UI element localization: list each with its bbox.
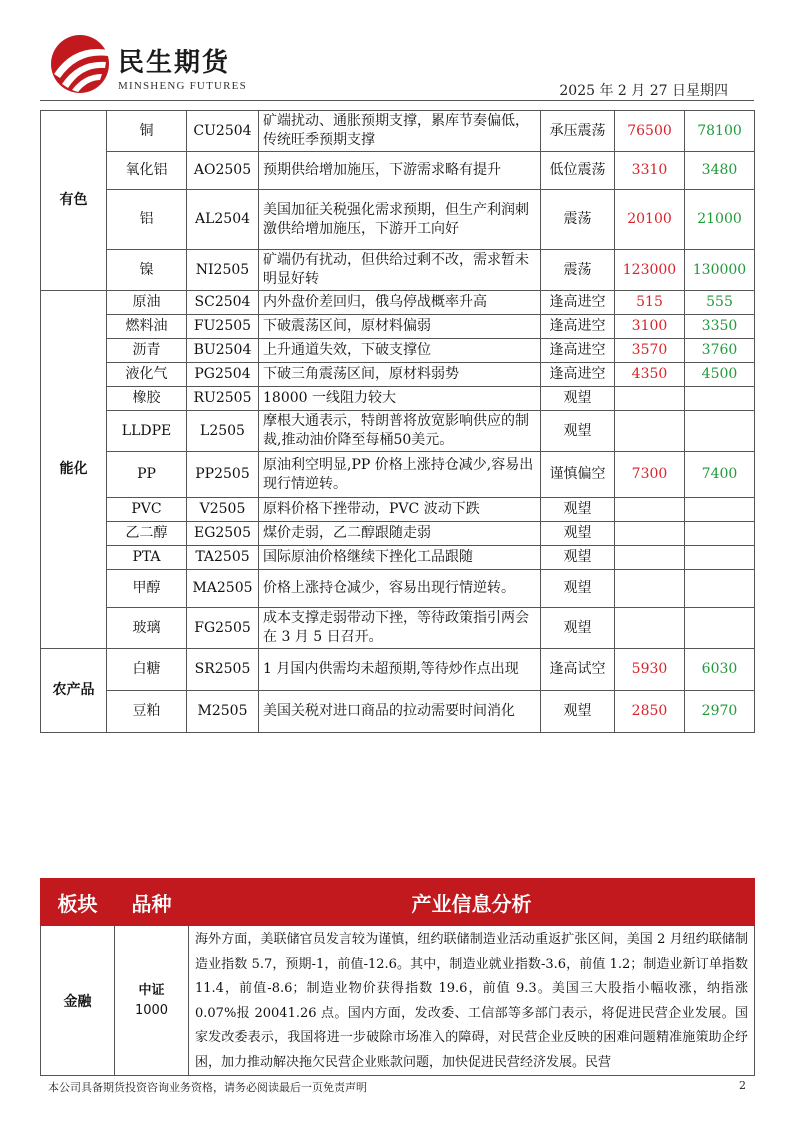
support-level: 4350 (615, 363, 685, 387)
table-row (41, 608, 755, 649)
variety-name: 豆粕 (107, 691, 187, 733)
resistance-level (685, 411, 755, 452)
support-level: 3310 (615, 152, 685, 190)
support-level (615, 411, 685, 452)
table-row (41, 570, 755, 608)
logic-description: 成本支撑走弱带动下挫，等待政策指引两会在 3 月 5 日召开。 (259, 608, 541, 649)
contract-code: NI2505 (187, 250, 259, 291)
contract-code: FG2505 (187, 608, 259, 649)
strategy-view: 震荡 (541, 250, 615, 291)
resistance-level: 7400 (685, 452, 755, 498)
strategy-view: 谨慎偏空 (541, 452, 615, 498)
resistance-level: 4500 (685, 363, 755, 387)
variety-name: PP (107, 452, 187, 498)
resistance-level: 3350 (685, 315, 755, 339)
table-row (41, 363, 755, 387)
variety-name: LLDPE (107, 411, 187, 452)
resistance-level: 130000 (685, 250, 755, 291)
logic-description: 原油利空明显,PP 价格上涨持仓减少,容易出现行情逆转。 (259, 452, 541, 498)
logic-description: 18000 一线阻力较大 (259, 387, 541, 411)
table-row (41, 452, 755, 498)
header-rule (40, 100, 754, 101)
contract-code: TA2505 (187, 546, 259, 570)
logic-description: 上升通道失效，下破支撑位 (259, 339, 541, 363)
logic-description: 内外盘价差回归，俄乌停战概率升高 (259, 291, 541, 315)
variety-name: 橡胶 (107, 387, 187, 411)
contract-code: PG2504 (187, 363, 259, 387)
brand-name-en: MINSHENG FUTURES (118, 80, 247, 92)
strategy-view: 观望 (541, 498, 615, 522)
table-row (41, 522, 755, 546)
support-level: 7300 (615, 452, 685, 498)
resistance-level: 2970 (685, 691, 755, 733)
logic-description: 下破震荡区间，原材料偏弱 (259, 315, 541, 339)
table-row (41, 649, 755, 691)
contract-code: SC2504 (187, 291, 259, 315)
support-level (615, 498, 685, 522)
strategy-view: 承压震荡 (541, 111, 615, 152)
logic-description: 美国关税对进口商品的拉动需要时间消化 (259, 691, 541, 733)
strategy-view: 逢高试空 (541, 649, 615, 691)
contract-code: FU2505 (187, 315, 259, 339)
strategy-view: 观望 (541, 387, 615, 411)
contract-code: BU2504 (187, 339, 259, 363)
brand-name-cn: 民生期货 (118, 48, 231, 78)
resistance-level: 555 (685, 291, 755, 315)
contract-code: EG2505 (187, 522, 259, 546)
variety-name: 氧化铝 (107, 152, 187, 190)
variety-name: 燃料油 (107, 315, 187, 339)
page-header (0, 0, 794, 110)
variety-line1: 中证 (138, 982, 165, 998)
contract-code: M2505 (187, 691, 259, 733)
analysis-header-row (41, 879, 755, 926)
variety-name: 原油 (107, 291, 187, 315)
header-analysis: 产业信息分析 (189, 879, 755, 926)
support-level (615, 608, 685, 649)
resistance-level: 78100 (685, 111, 755, 152)
logic-description: 预期供给增加施压，下游需求略有提升 (259, 152, 541, 190)
logic-description: 煤价走弱，乙二醇跟随走弱 (259, 522, 541, 546)
disclaimer: 本公司具备期货投资咨询业务资格，请务必阅读最后一页免责声明 (48, 1081, 367, 1094)
variety-name: 液化气 (107, 363, 187, 387)
header-variety: 品种 (115, 879, 189, 926)
strategy-view: 逢高进空 (541, 291, 615, 315)
contract-code: PP2505 (187, 452, 259, 498)
logic-description: 摩根大通表示，特朗普将放宽影响供应的制裁,推动油价降至每桶50美元。 (259, 411, 541, 452)
support-level: 20100 (615, 190, 685, 250)
support-level (615, 546, 685, 570)
resistance-level: 3480 (685, 152, 755, 190)
logic-description: 国际原油价格继续下挫化工品跟随 (259, 546, 541, 570)
variety-name: 铝 (107, 190, 187, 250)
resistance-level (685, 570, 755, 608)
table-row (41, 411, 755, 452)
table-row (41, 315, 755, 339)
page-number: 2 (739, 1079, 746, 1092)
strategy-view: 观望 (541, 570, 615, 608)
sector-cell: 能化 (41, 291, 107, 649)
minsheng-logo-icon (48, 34, 112, 94)
variety-name: 镍 (107, 250, 187, 291)
contract-code: V2505 (187, 498, 259, 522)
contract-code: MA2505 (187, 570, 259, 608)
contract-code: L2505 (187, 411, 259, 452)
support-level (615, 522, 685, 546)
strategy-view: 震荡 (541, 190, 615, 250)
variety-name: 白糖 (107, 649, 187, 691)
strategy-view: 观望 (541, 546, 615, 570)
resistance-level (685, 498, 755, 522)
strategy-view: 观望 (541, 411, 615, 452)
logic-description: 美国加征关税强化需求预期，但生产利润刺激供给增加施压，下游开工向好 (259, 190, 541, 250)
table-row (41, 190, 755, 250)
table-row (41, 546, 755, 570)
variety-name: 玻璃 (107, 608, 187, 649)
resistance-level (685, 608, 755, 649)
logic-description: 价格上涨持仓减少，容易出现行情逆转。 (259, 570, 541, 608)
variety-name: 甲醇 (107, 570, 187, 608)
support-level: 3100 (615, 315, 685, 339)
support-level: 76500 (615, 111, 685, 152)
table-row (41, 250, 755, 291)
footer-rule (40, 1075, 754, 1076)
contract-code: AL2504 (187, 190, 259, 250)
support-level (615, 387, 685, 411)
contract-code: AO2505 (187, 152, 259, 190)
support-level: 5930 (615, 649, 685, 691)
variety-name: PVC (107, 498, 187, 522)
strategy-view: 逢高进空 (541, 339, 615, 363)
strategy-view: 低位震荡 (541, 152, 615, 190)
contract-code: RU2505 (187, 387, 259, 411)
resistance-level: 21000 (685, 190, 755, 250)
support-level: 515 (615, 291, 685, 315)
logic-description: 原料价格下挫带动，PVC 波动下跌 (259, 498, 541, 522)
strategy-view: 观望 (541, 608, 615, 649)
table-row (41, 291, 755, 315)
header-sector: 板块 (41, 879, 115, 926)
industry-analysis-table (40, 878, 755, 1076)
table-row (41, 691, 755, 733)
logic-description: 矿端仍有扰动，但供给过剩不改，需求暂未明显好转 (259, 250, 541, 291)
table-row (41, 498, 755, 522)
analysis-variety (115, 926, 189, 1076)
strategy-view: 逢高进空 (541, 363, 615, 387)
table-row (41, 152, 755, 190)
strategy-view: 逢高进空 (541, 315, 615, 339)
support-level (615, 570, 685, 608)
contract-code: SR2505 (187, 649, 259, 691)
sector-cell: 农产品 (41, 649, 107, 733)
strategy-table (40, 110, 755, 733)
strategy-view: 观望 (541, 522, 615, 546)
resistance-level (685, 522, 755, 546)
resistance-level (685, 546, 755, 570)
variety-name: 乙二醇 (107, 522, 187, 546)
analysis-sector: 金融 (41, 926, 115, 1076)
logic-description: 1 月国内供需均未超预期,等待炒作点出现 (259, 649, 541, 691)
support-level: 2850 (615, 691, 685, 733)
table-row (41, 387, 755, 411)
resistance-level: 3760 (685, 339, 755, 363)
variety-line2: 1000 (134, 1002, 169, 1018)
variety-name: 沥青 (107, 339, 187, 363)
table-row (41, 111, 755, 152)
table-row (41, 339, 755, 363)
contract-code: CU2504 (187, 111, 259, 152)
report-date: 2025 年 2 月 27 日星期四 (559, 83, 728, 99)
analysis-row (41, 926, 755, 1076)
sector-cell: 有色 (41, 111, 107, 291)
analysis-text: 海外方面，美联储官员发言较为谨慎，纽约联储制造业活动重返扩张区间，美国 2 月纽约联储制造业指数 5.7，预期-1，前值-12.6。其中，制造业就业指数-3.6，前值 1.2；制造业新订单指数 11.4，前值-8.6；制造业物价获得指数 19.6，前值 9.3。美国三大股指小幅收涨，纳指涨 0.07%报 20041.26 点。国内方面，发改委、工信部等多部门表示，将促进民营企业发展。国家发改委表示，我国将进一步破除市场准入的障碍，对民营企业反映的困难问题精准施策助企纾困，加力推动解决拖欠民营企业账款问题，加快促进民营经济发展。民营 (189, 926, 755, 1076)
variety-name: 铜 (107, 111, 187, 152)
resistance-level (685, 387, 755, 411)
support-level: 3570 (615, 339, 685, 363)
strategy-view: 观望 (541, 691, 615, 733)
variety-name: PTA (107, 546, 187, 570)
logic-description: 下破三角震荡区间，原材料弱势 (259, 363, 541, 387)
resistance-level: 6030 (685, 649, 755, 691)
support-level: 123000 (615, 250, 685, 291)
logic-description: 矿端扰动、通胀预期支撑，累库节奏偏低，传统旺季预期支撑 (259, 111, 541, 152)
